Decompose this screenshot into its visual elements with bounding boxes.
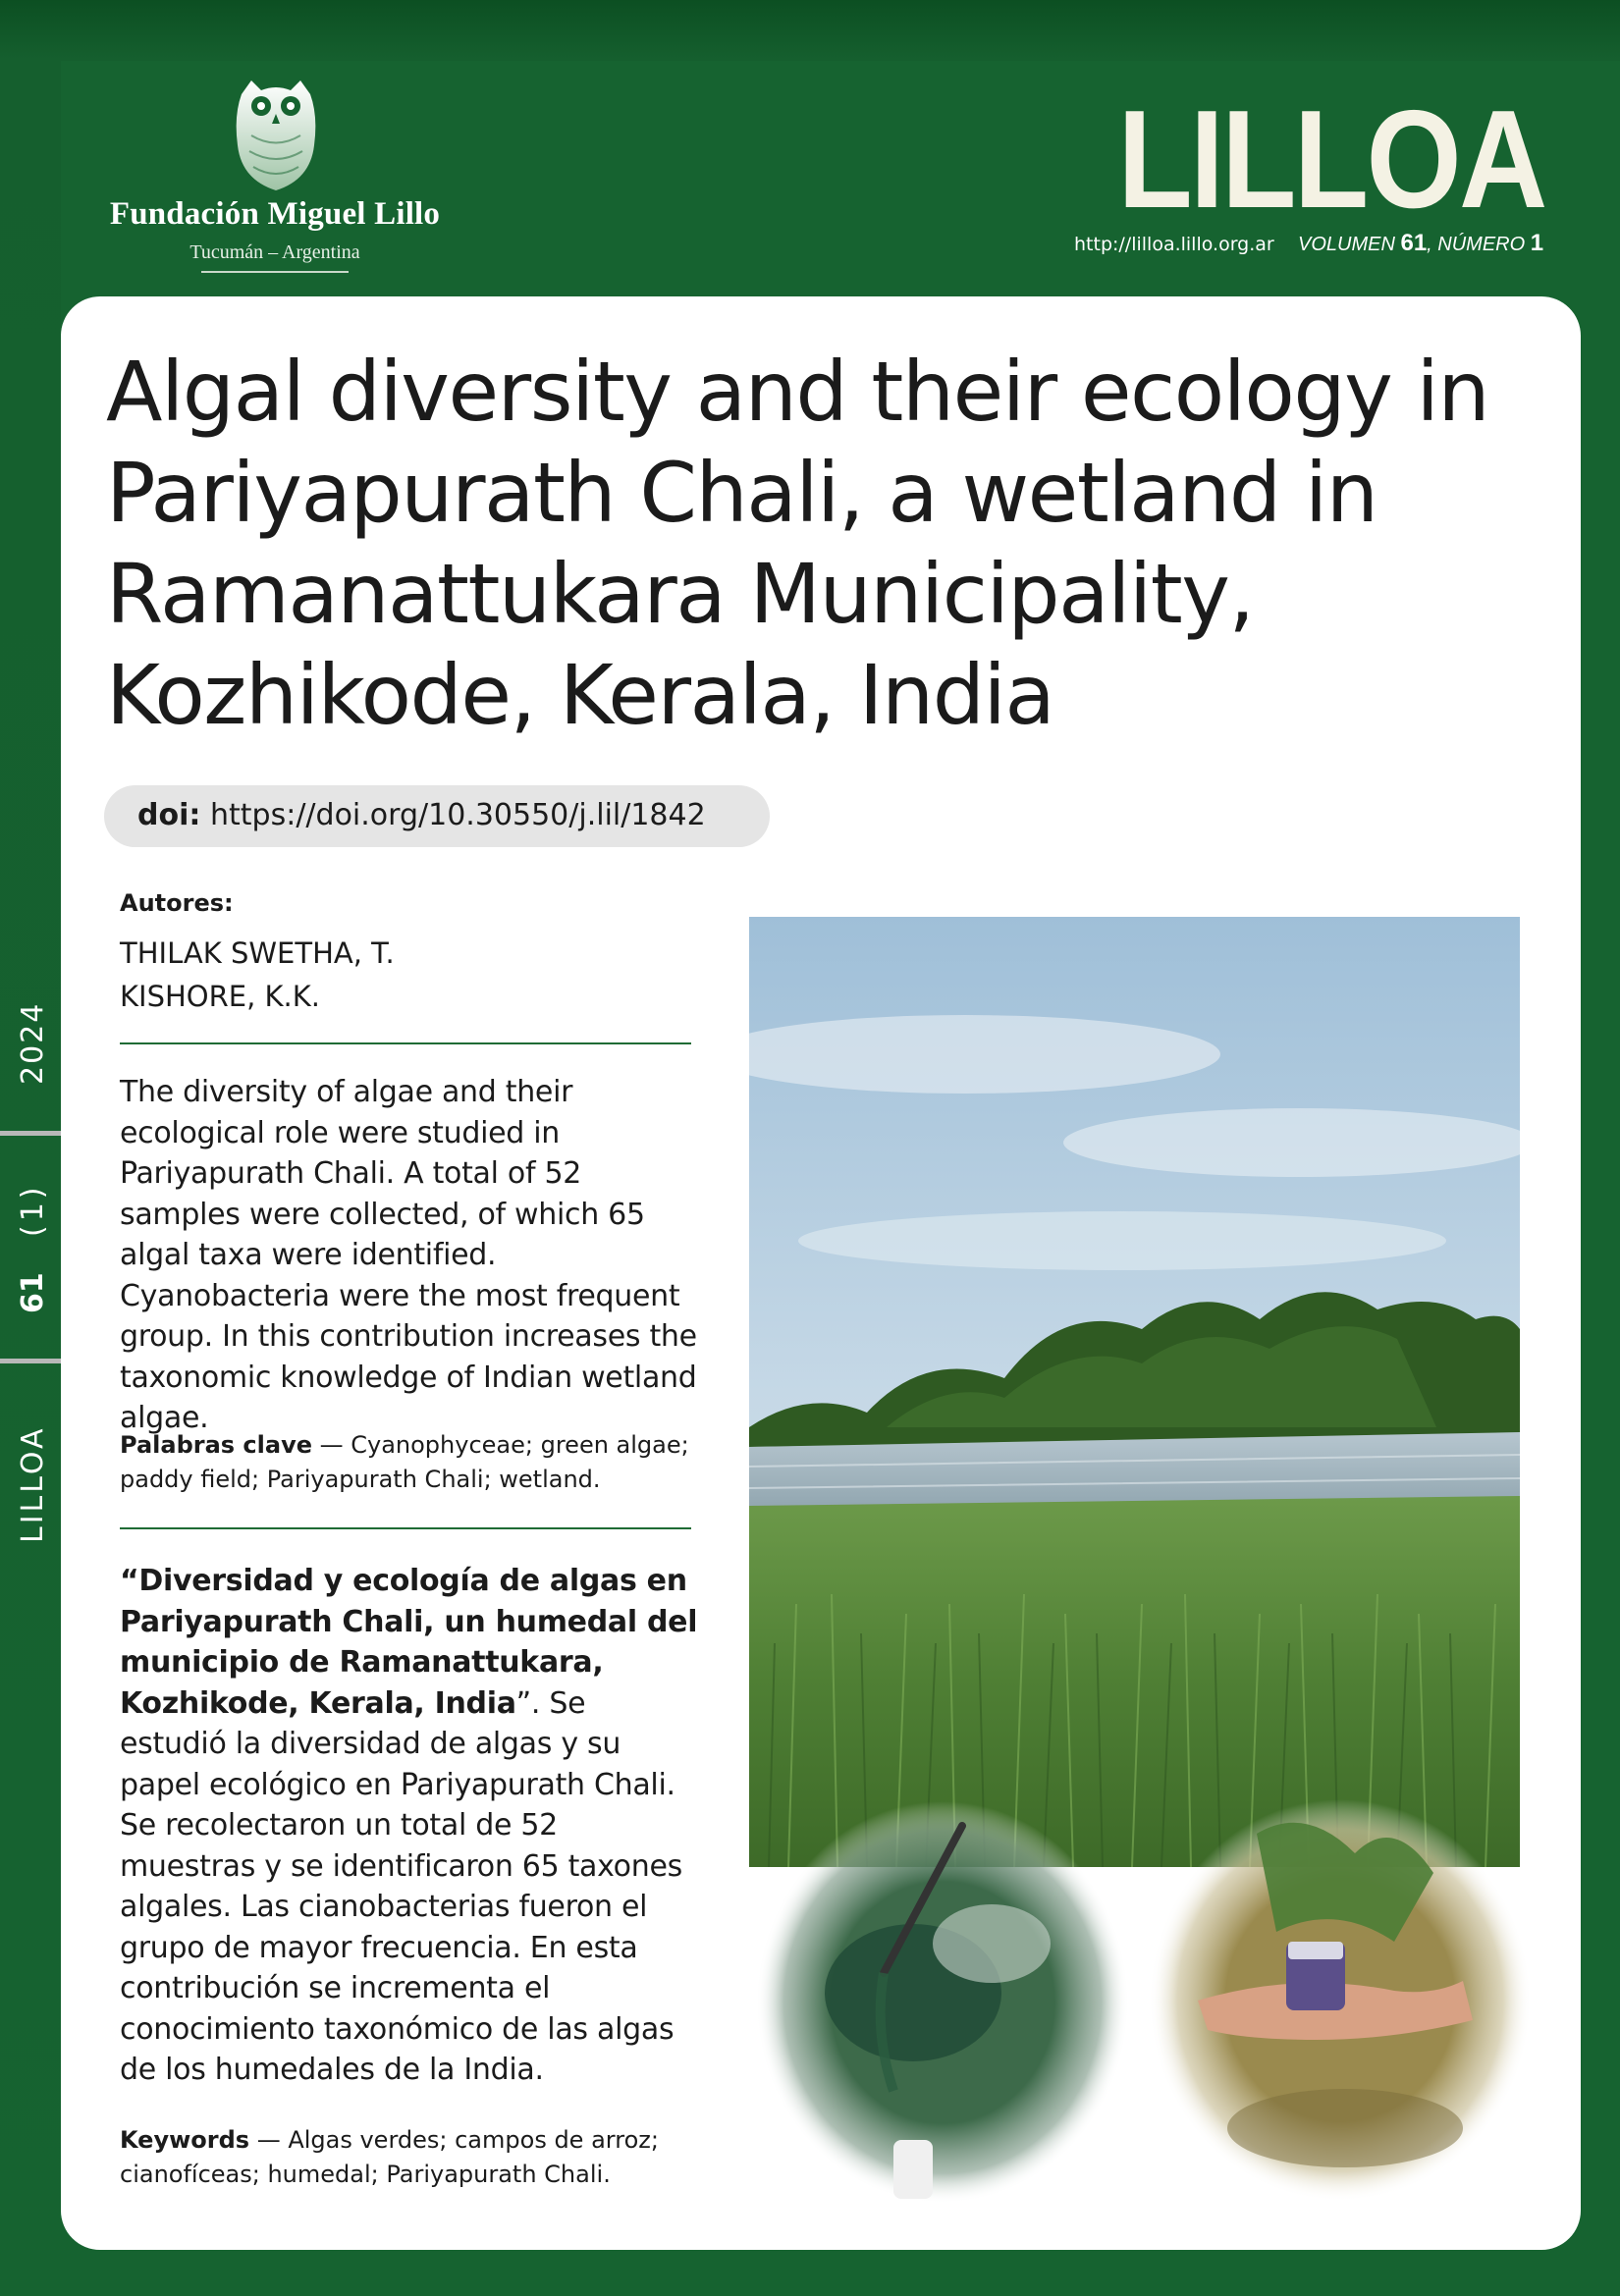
side-separator bbox=[0, 1131, 61, 1136]
section-divider bbox=[120, 1042, 691, 1044]
foundation-name: Fundación Miguel Lillo bbox=[109, 196, 441, 232]
side-separator bbox=[0, 1359, 61, 1363]
volume-number: 61 bbox=[1400, 230, 1428, 256]
spanish-title: “Diversidad y ecología de algas en Pariyapurath Chali, un humedal del municipio de Ramanattukara, Kozhikode, Kerala, India bbox=[120, 1564, 698, 1721]
keywords-list: — Cyanophyceae; green algae; paddy field; Pariyapurath Chali; wetland. bbox=[120, 1431, 689, 1493]
doi-label: doi: bbox=[137, 798, 201, 832]
issue-number: 1 bbox=[1530, 230, 1544, 256]
author-name: THILAK SWETHA, T. bbox=[120, 936, 395, 970]
keywords-label: Palabras clave bbox=[120, 1431, 312, 1459]
authors-label: Autores: bbox=[120, 889, 234, 917]
owl-logo-icon bbox=[232, 77, 320, 192]
keywords-english bbox=[120, 1428, 699, 1497]
issue-label: NÚMERO bbox=[1437, 234, 1526, 255]
sample-vial-photo bbox=[1139, 1794, 1541, 2207]
volume-label: VOLUMEN bbox=[1298, 234, 1395, 255]
location-underline bbox=[201, 271, 349, 273]
foundation-location: Tucumán – Argentina bbox=[189, 241, 360, 263]
side-volume: 61 bbox=[16, 1272, 50, 1313]
keywords-spanish bbox=[120, 2123, 699, 2192]
author-name: KISHORE, K.K. bbox=[120, 980, 320, 1013]
abstract-spanish bbox=[120, 1561, 699, 2091]
algae-sample-photo bbox=[746, 1796, 1139, 2209]
keywords-list: — Algas verdes; campos de arroz; cianofíceas; humedal; Pariyapurath Chali. bbox=[120, 2126, 659, 2188]
wetland-landscape-photo bbox=[749, 917, 1520, 1867]
side-journal: LILLOA bbox=[16, 1425, 50, 1543]
spanish-abstract-body: ”. Se estudió la diversidad de algas y su papel ecológico en Pariyapurath Chali. Se recolectaron un total de 52 muestras y se identificaron 65 taxones algales. Las cianobacterias fueron el grupo de mayor frecuencia. En esta contribución se incrementa el conocimiento taxonómico de las algas de los humedales de la India. bbox=[120, 1685, 682, 2087]
side-year: 2024 bbox=[16, 1001, 50, 1085]
section-divider bbox=[120, 1527, 691, 1529]
abstract-english: The diversity of algae and their ecological role were studied in Pariyapurath Chali. A total of 52 samples were collected, of which 65 algal taxa were identified. Cyanobacteria were the most frequent group. In this contribution increases the taxonomic knowledge of Indian wetland algae. bbox=[120, 1075, 697, 1435]
journal-volume-issue: VOLUMEN 61, NÚMERO 1 bbox=[1298, 230, 1544, 256]
article-title: Algal diversity and their ecology in Pariyapurath Chali, a wetland in Ramanattukara Municipality, Kozhikode, Kerala, India bbox=[106, 344, 1489, 743]
keywords-label: Keywords bbox=[120, 2126, 250, 2154]
journal-url[interactable]: http://lilloa.lillo.org.ar bbox=[1074, 234, 1274, 255]
side-issue: (1) bbox=[16, 1183, 50, 1237]
journal-title: LILLOA bbox=[1117, 81, 1545, 238]
doi-link[interactable]: https://doi.org/10.30550/j.lil/1842 bbox=[210, 798, 706, 832]
